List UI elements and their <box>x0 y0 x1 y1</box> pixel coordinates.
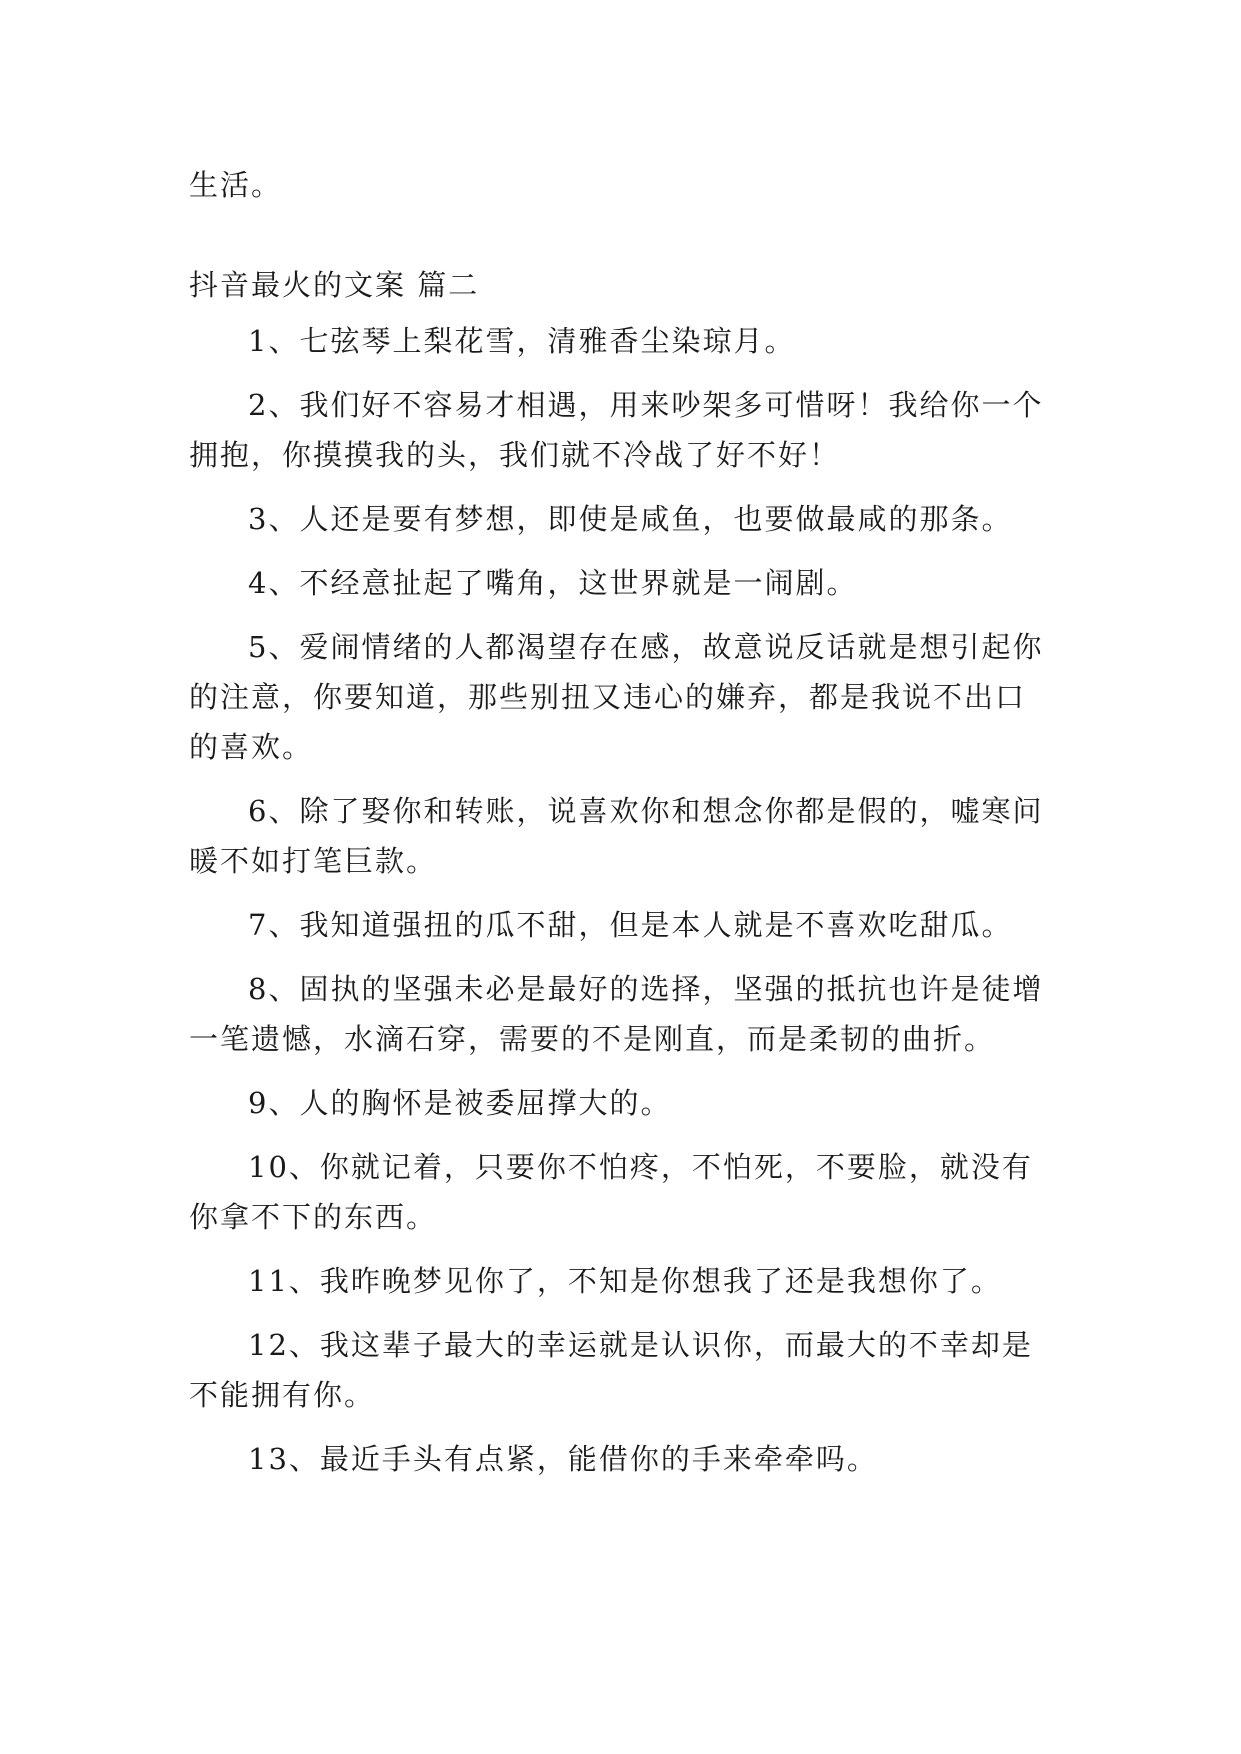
list-item: 3、人还是要有梦想，即使是咸鱼，也要做最咸的那条。 <box>248 502 1013 536</box>
list-item: 7、我知道强扭的瓜不甜，但是本人就是不喜欢吃甜瓜。 <box>248 908 1013 942</box>
list-item: 10、你就记着，只要你不怕疼，不怕死，不要脸，就没有你拿不下的东西。 <box>189 1150 1033 1234</box>
intro-fragment: 生活。 <box>189 168 283 202</box>
list-item: 11、我昨晚梦见你了，不知是你想我了还是我想你了。 <box>248 1264 1002 1298</box>
section-title: 抖音最火的文案 篇二 <box>189 268 480 302</box>
list-item: 8、固执的坚强未必是最好的选择，坚强的抵抗也许是徒增一笔遗憾，水滴石穿，需要的不是刚直，而是柔韧的曲折。 <box>189 972 1044 1056</box>
list-item: 4、不经意扯起了嘴角，这世界就是一闹剧。 <box>248 566 858 600</box>
list-item: 5、爱闹情绪的人都渴望存在感，故意说反话就是想引起你的注意，你要知道，那些别扭又违心的嫌弃，都是我说不出口的喜欢。 <box>189 630 1044 764</box>
list-item: 12、我这辈子最大的幸运就是认识你，而最大的不幸却是不能拥有你。 <box>189 1328 1033 1412</box>
list-item: 13、最近手头有点紧，能借你的手来牵牵吗。 <box>248 1442 878 1476</box>
list-item: 2、我们好不容易才相遇，用来吵架多可惜呀！我给你一个拥抱，你摸摸我的头，我们就不冷战了好不好！ <box>189 388 1044 472</box>
list-item: 6、除了娶你和转账，说喜欢你和想念你都是假的，嘘寒问暖不如打笔巨款。 <box>189 794 1044 878</box>
document-body <box>189 160 1049 1484</box>
list-item: 1、七弦琴上梨花雪，清雅香尘染琼月。 <box>248 324 796 358</box>
list-item: 9、人的胸怀是被委屈撑大的。 <box>248 1086 672 1120</box>
